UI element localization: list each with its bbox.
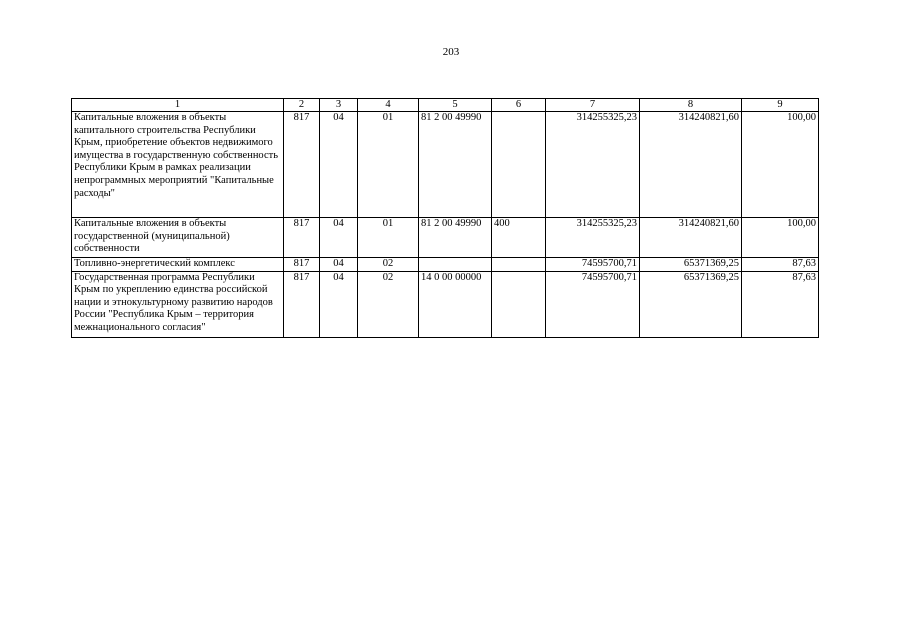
actual-amount-cell: 65371369,25 (640, 258, 742, 272)
percent-cell: 87,63 (742, 258, 819, 272)
subsection-code-cell: 02 (358, 271, 419, 337)
expense-type-cell (492, 271, 546, 337)
row-name-cell: Капитальные вложения в объекты государственной (муниципальной) собственности (72, 218, 284, 258)
subsection-code-cell: 01 (358, 112, 419, 218)
actual-amount-cell: 314240821,60 (640, 218, 742, 258)
column-header: 4 (358, 99, 419, 112)
budget-table (71, 98, 819, 338)
row-name-cell: Топливно-энергетический комплекс (72, 258, 284, 272)
section-code-cell: 04 (320, 271, 358, 337)
column-header: 2 (284, 99, 320, 112)
percent-cell: 100,00 (742, 112, 819, 218)
column-header: 7 (546, 99, 640, 112)
column-header: 3 (320, 99, 358, 112)
target-code-cell: 81 2 00 49990 (419, 112, 492, 218)
column-header: 9 (742, 99, 819, 112)
percent-cell: 100,00 (742, 218, 819, 258)
ministry-code-cell: 817 (284, 258, 320, 272)
expense-type-cell: 400 (492, 218, 546, 258)
page-number: 203 (442, 46, 460, 58)
ministry-code-cell: 817 (284, 271, 320, 337)
target-code-cell (419, 258, 492, 272)
subsection-code-cell: 01 (358, 218, 419, 258)
actual-amount-cell: 65371369,25 (640, 271, 742, 337)
column-header: 8 (640, 99, 742, 112)
plan-amount-cell: 314255325,23 (546, 112, 640, 218)
section-code-cell: 04 (320, 112, 358, 218)
table-header-row (72, 99, 819, 112)
row-name-cell: Государственная программа Республики Крым по укреплению единства российской нации и этнокультурному развитию народов России "Республика Крым – территория межнационального согласия" (72, 271, 284, 337)
subsection-code-cell: 02 (358, 258, 419, 272)
target-code-cell: 14 0 00 00000 (419, 271, 492, 337)
column-header: 1 (72, 99, 284, 112)
table-row (72, 271, 819, 337)
section-code-cell: 04 (320, 218, 358, 258)
percent-cell: 87,63 (742, 271, 819, 337)
ministry-code-cell: 817 (284, 218, 320, 258)
column-header: 6 (492, 99, 546, 112)
actual-amount-cell: 314240821,60 (640, 112, 742, 218)
target-code-cell: 81 2 00 49990 (419, 218, 492, 258)
row-name-cell: Капитальные вложения в объекты капитального строительства Республики Крым, приобретение объектов недвижимого имущества в государственную собственность Республики Крым в рамках реализации непрограммных мероприятий "Капитальные расходы" (72, 112, 284, 218)
expense-type-cell (492, 258, 546, 272)
table-row (72, 218, 819, 258)
column-header: 5 (419, 99, 492, 112)
table-row (72, 112, 819, 218)
table-row (72, 258, 819, 272)
ministry-code-cell: 817 (284, 112, 320, 218)
expense-type-cell (492, 112, 546, 218)
section-code-cell: 04 (320, 258, 358, 272)
plan-amount-cell: 314255325,23 (546, 218, 640, 258)
plan-amount-cell: 74595700,71 (546, 271, 640, 337)
plan-amount-cell: 74595700,71 (546, 258, 640, 272)
